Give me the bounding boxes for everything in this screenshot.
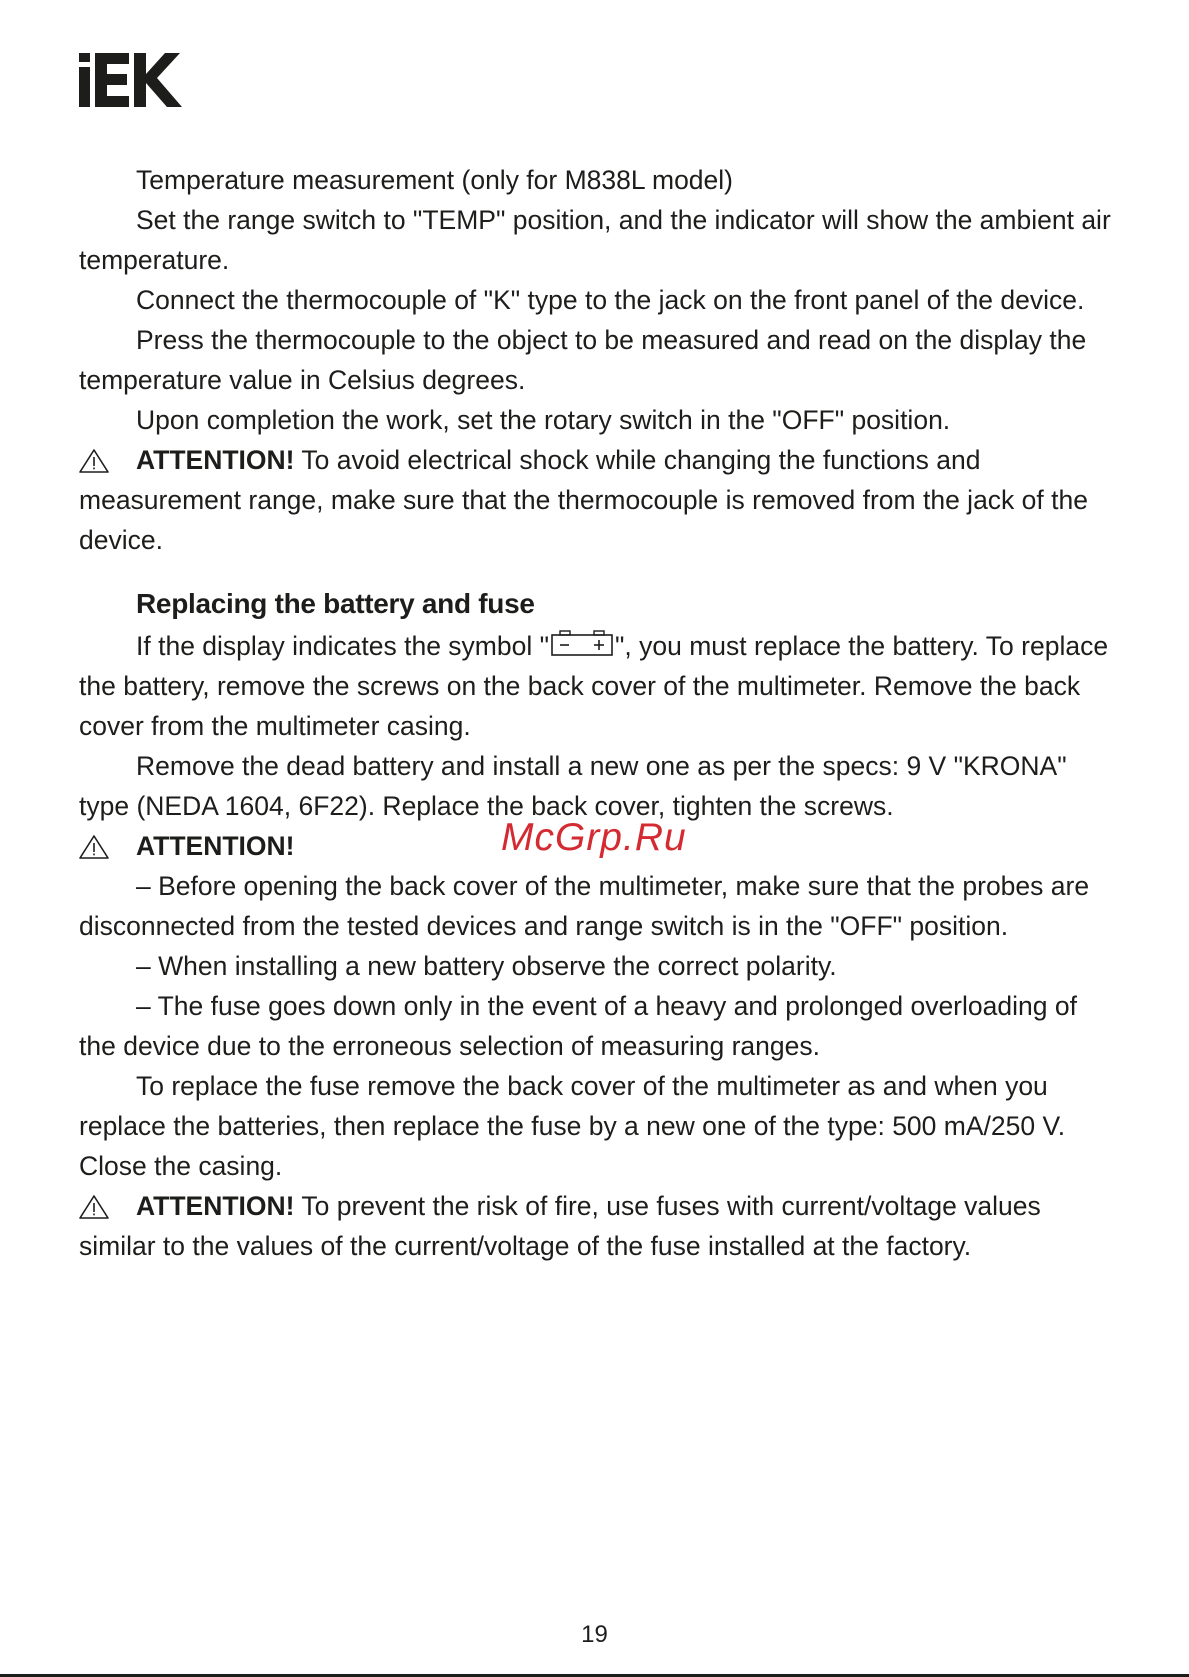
battery-text-after: ", you must replace the battery. To replace the battery, remove the screws on the back cover of the multimeter. Remove the back cover from the multimeter casing. <box>79 631 1109 741</box>
temp-paragraph-3: Press the thermocouple to the object to be measured and read on the display the temperature value in Celsius degrees. <box>79 325 1087 395</box>
warning-triangle-icon <box>78 1194 110 1220</box>
watermark: McGrp.Ru <box>501 816 687 859</box>
page-number: 19 <box>581 1621 608 1648</box>
warning-triangle-icon <box>78 834 110 860</box>
attention-item-1: – Before opening the back cover of the multimeter, make sure that the probes are disconnected from the tested devices and range switch is in the "OFF" position. <box>79 871 1090 941</box>
temp-paragraph-1: Set the range switch to "TEMP" position, and the indicator will show the ambient air temperature. <box>79 205 1111 275</box>
battery-text-before: If the display indicates the symbol " <box>136 631 550 661</box>
attention-note-3 <box>79 1186 1114 1266</box>
attention-label: ATTENTION! <box>136 445 295 475</box>
attention-item-2: – When installing a new battery observe the correct polarity. <box>136 951 837 981</box>
temp-paragraph-4: Upon completion the work, set the rotary switch in the "OFF" position. <box>136 405 951 435</box>
attention-note-1 <box>79 440 1114 560</box>
attention-item-3: – The fuse goes down only in the event of a heavy and prolonged overloading of the device due to the erroneous selection of measuring ranges. <box>79 991 1077 1061</box>
warning-triangle-icon <box>78 448 110 474</box>
attention-label: ATTENTION! <box>136 1191 295 1221</box>
attention-label: ATTENTION! <box>136 831 295 861</box>
attention-text: To avoid electrical shock while changing the functions and measurement range, make sure that the thermocouple is removed from the jack of the device. <box>79 445 1088 555</box>
section-heading: Replacing the battery and fuse <box>136 588 535 619</box>
attention-text: To prevent the risk of fire, use fuses with current/voltage values similar to the values of the current/voltage of the fuse installed at the factory. <box>79 1191 1041 1261</box>
iek-logo <box>79 53 193 107</box>
battery-paragraph-2: Remove the dead battery and install a new one as per the specs: 9 V "KRONA" type (NEDA 1604, 6F22). Replace the back cover, tighten the screws. <box>79 751 1067 821</box>
manual-content <box>79 160 1114 1266</box>
temp-section-title: Temperature measurement (only for M838L model) <box>136 165 734 195</box>
temp-paragraph-2: Connect the thermocouple of "K" type to the jack on the front panel of the device. <box>136 285 1085 315</box>
battery-low-icon <box>549 628 615 658</box>
battery-paragraph-1 <box>79 626 1114 746</box>
fuse-paragraph: To replace the fuse remove the back cover of the multimeter as and when you replace the batteries, then replace the fuse by a new one of the type: 500 mA/250 V. Close the casing. <box>79 1071 1066 1181</box>
